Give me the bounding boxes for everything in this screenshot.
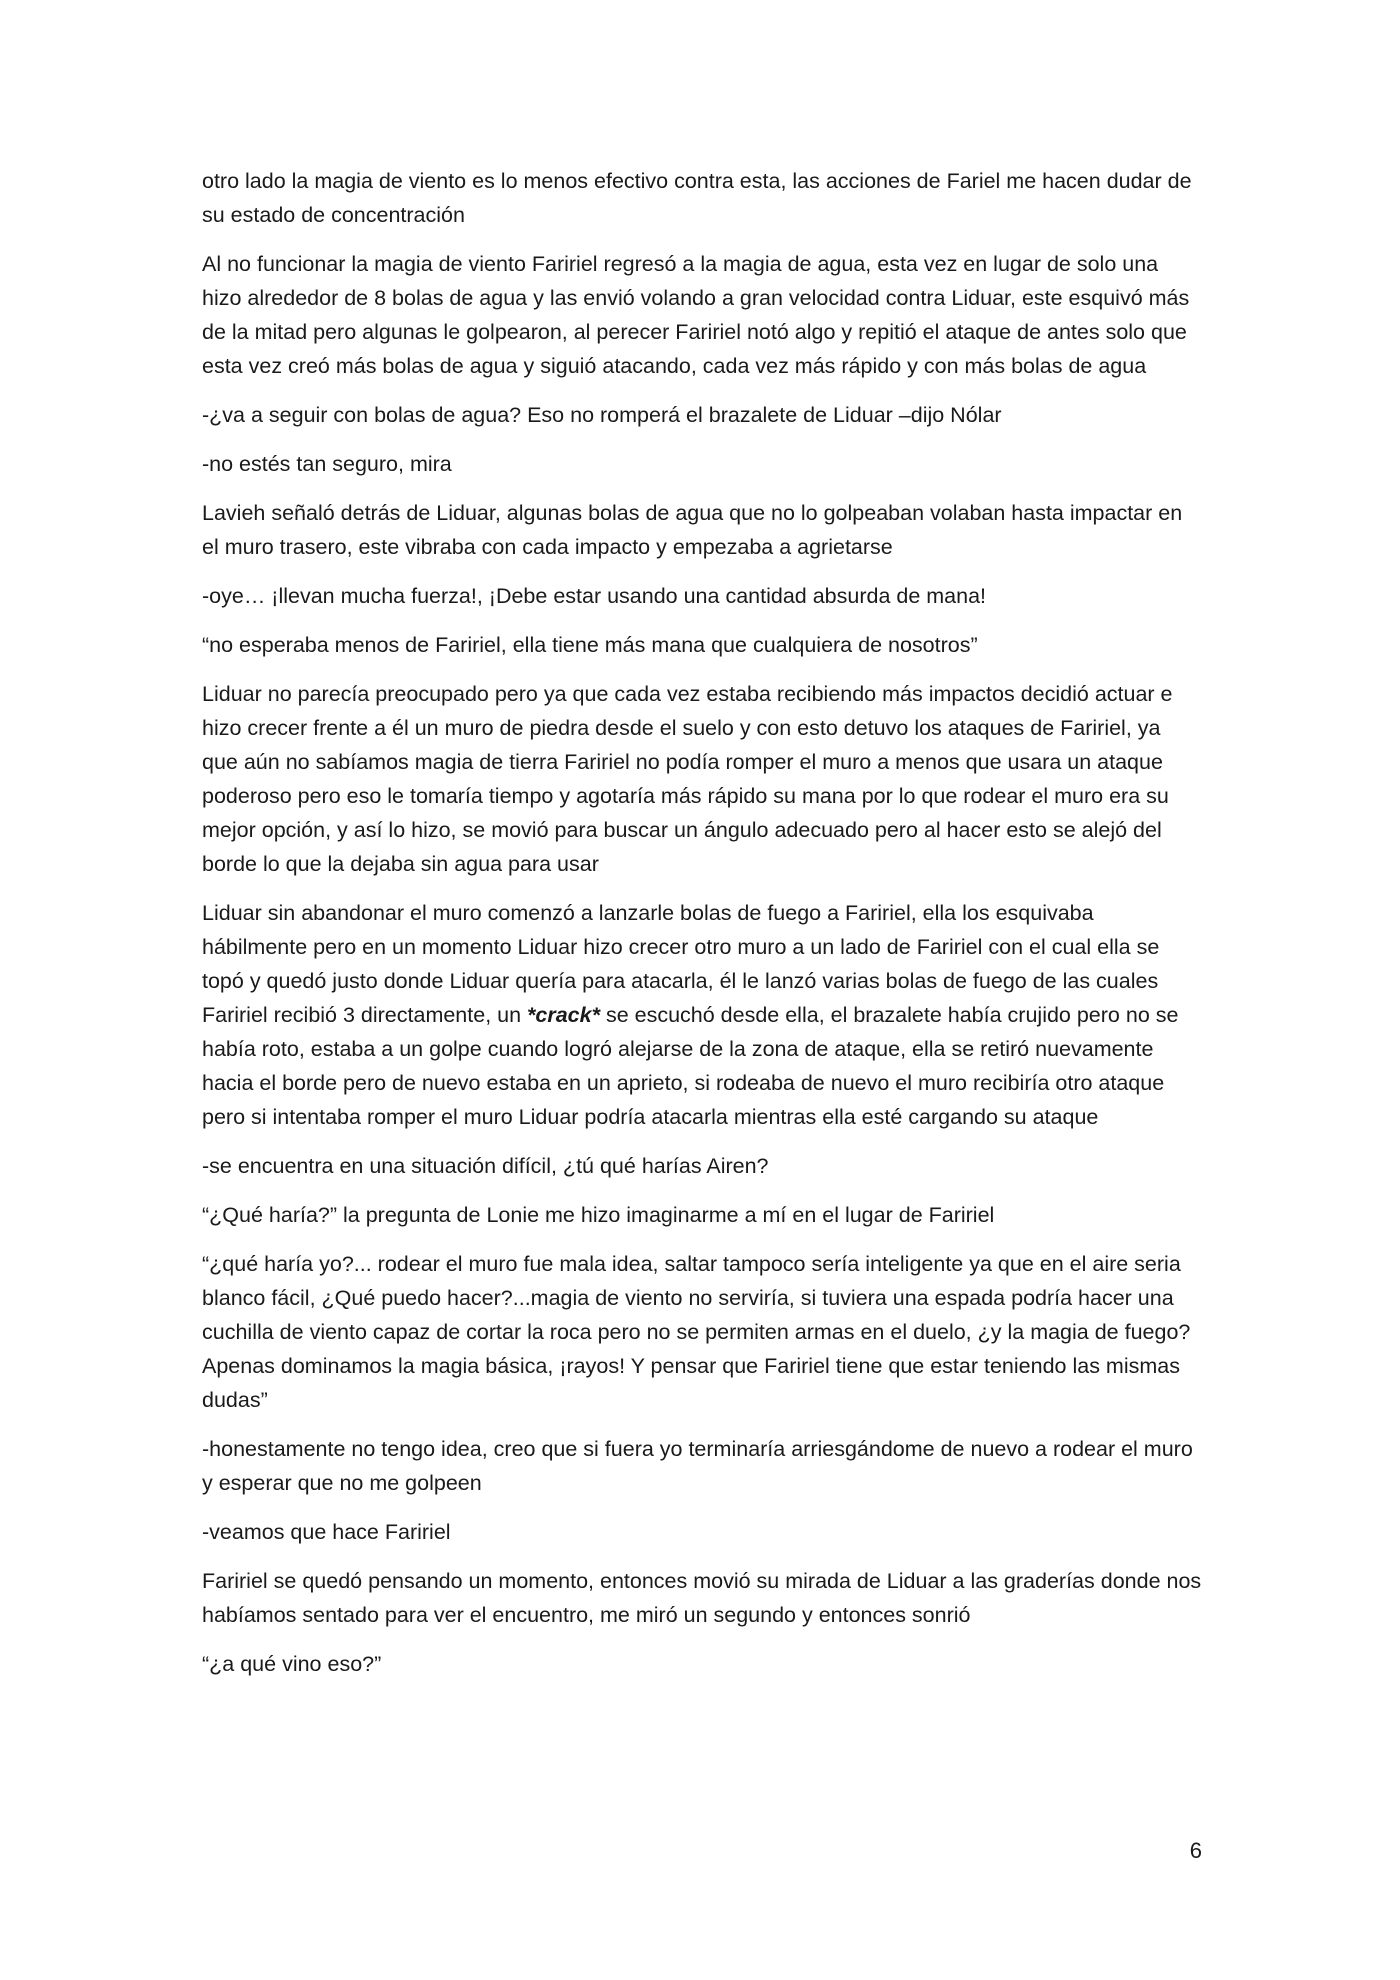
thought-line: “no esperaba menos de Faririel, ella tiene más mana que cualquiera de nosotros” (202, 633, 978, 657)
thought-line: “¿qué haría yo?... rodear el muro fue mala idea, saltar tampoco sería inteligente ya que en el aire seria blanco fácil, ¿Qué puedo hacer?...magia de viento no serviría, si tuviera una espada podría hacer una cuchilla de viento capaz de cortar la roca pero no se permiten armas en el duelo, ¿y la magia de fuego? Apenas dominamos la magia básica, ¡rayos! Y pensar que Faririel tiene que estar teniendo las mismas dudas” (202, 1252, 1191, 1412)
paragraph: Liduar no parecía preocupado pero ya que cada vez estaba recibiendo más impactos decidió actuar e hizo crecer frente a él un muro de piedra desde el suelo y con esto detuvo los ataques de Faririel, ya que aún no sabíamos magia de tierra Faririel no podía romper el muro a menos que usara un ataque poderoso pero eso le tomaría tiempo y agotaría más rápido su mana por lo que rodear el muro era su mejor opción, y así lo hizo, se movió para buscar un ángulo adecuado pero al hacer esto se alejó del borde lo que la dejaba sin agua para usar (202, 682, 1173, 876)
paragraph-text-before: Liduar sin abandonar el muro comenzó a lanzarle bolas de fuego a Faririel, ella los esquivaba hábilmente pero en un momento Liduar hizo crecer otro muro a un lado de Faririel con el cual ella se topó y quedó justo donde Liduar quería para atacarla, él le lanzó varias bolas de fuego de las cuales Faririel recibió 3 directamente, un (202, 901, 1160, 1027)
paragraph: Faririel se quedó pensando un momento, entonces movió su mirada de Liduar a las graderías donde nos habíamos sentado para ver el encuentro, me miró un segundo y entonces sonrió (202, 1569, 1202, 1627)
paragraph: Lavieh señaló detrás de Liduar, algunas bolas de agua que no lo golpeaban volaban hasta impactar en el muro trasero, este vibraba con cada impacto y empezaba a agrietarse (202, 501, 1183, 559)
paragraph: otro lado la magia de viento es lo menos efectivo contra esta, las acciones de Fariel me hacen dudar de su estado de concentración (202, 169, 1192, 227)
sound-effect-emphasis: *crack* (527, 1003, 600, 1027)
paragraph: Al no funcionar la magia de viento Faririel regresó a la magia de agua, esta vez en lugar de solo una hizo alrededor de 8 bolas de agua y las envió volando a gran velocidad contra Liduar, este esquivó más de la mitad pero algunas le golpearon, al perecer Faririel notó algo y repitió el ataque de antes solo que esta vez creó más bolas de agua y siguió atacando, cada vez más rápido y con más bolas de agua (202, 252, 1190, 378)
body-text (202, 164, 1202, 1696)
dialogue-line: -¿va a seguir con bolas de agua? Eso no romperá el brazalete de Liduar –dijo Nólar (202, 403, 1002, 427)
thought-line: “¿Qué haría?” la pregunta de Lonie me hizo imaginarme a mí en el lugar de Faririel (202, 1203, 995, 1227)
dialogue-line: -veamos que hace Faririel (202, 1520, 451, 1544)
paragraph-text-after: se escuchó desde ella, el brazalete había crujido pero no se había roto, estaba a un golpe cuando logró alejarse de la zona de ataque, ella se retiró nuevamente hacia el borde pero de nuevo estaba en un aprieto, si rodeaba de nuevo el muro recibiría otro ataque pero si intentaba romper el muro Liduar podría atacarla mientras ella esté cargando su ataque (202, 1003, 1179, 1129)
page-number: 6 (1189, 1838, 1202, 1863)
paragraph (202, 896, 1202, 1134)
dialogue-line: -se encuentra en una situación difícil, ¿tú qué harías Airen? (202, 1154, 769, 1178)
thought-line: “¿a qué vino eso?” (202, 1652, 382, 1676)
dialogue-line: -honestamente no tengo idea, creo que si fuera yo terminaría arriesgándome de nuevo a rodear el muro y esperar que no me golpeen (202, 1437, 1193, 1495)
dialogue-line: -oye… ¡llevan mucha fuerza!, ¡Debe estar usando una cantidad absurda de mana! (202, 584, 987, 608)
dialogue-line: -no estés tan seguro, mira (202, 452, 452, 476)
